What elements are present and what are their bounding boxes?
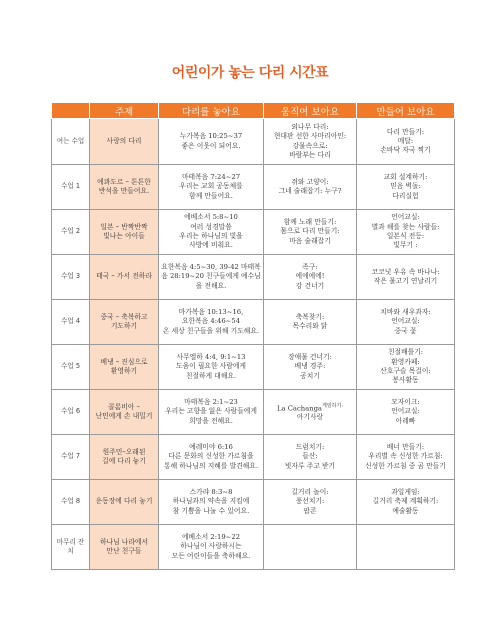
cell-line: 난민에게 손 내밀기	[95, 412, 153, 420]
lesson-cell: 수업 6	[52, 390, 90, 435]
cell-line: 다리실험	[392, 191, 419, 200]
make-cell	[357, 300, 455, 345]
cell-line: 사무엘하 4:4, 9:1~13	[176, 353, 246, 362]
lesson-cell: 수업 2	[52, 210, 90, 255]
cell-line: 다른 문화의 신성한 가르침을	[168, 452, 254, 461]
cell-line: 친절배틀기:	[387, 348, 424, 357]
cell-line: 요한복음 4:46~54	[181, 317, 241, 326]
schedule-table	[51, 102, 455, 570]
cell-line: 길에 다리 놓기	[102, 457, 146, 465]
lesson-cell: 수업 3	[52, 255, 90, 300]
page-title: 어린이가 놓는 다리 시간표	[171, 65, 329, 81]
lesson-cell: 여는 수업	[52, 119, 90, 165]
bridge-cell	[159, 300, 264, 345]
cell-line: 모든 어린이들을 축하해요.	[171, 551, 251, 560]
cell-line: 만난 친구들	[106, 547, 142, 555]
header-move: 움직여 보아요	[264, 103, 357, 119]
cell-line: 교회 설계하기:	[383, 173, 428, 182]
cell-line: La Cachanga$^{게임하기:}$	[276, 402, 343, 412]
move-cell	[264, 435, 357, 480]
make-cell	[357, 480, 455, 525]
cell-line: 친절하게 대해요.	[185, 371, 237, 380]
move-cell	[264, 345, 357, 390]
cell-line: 마태복음 7:24~27	[181, 173, 241, 182]
cell-line: 강 건너기	[295, 281, 325, 290]
lesson-cell: 수업 7	[52, 435, 90, 480]
cell-line: 희망을 전해요.	[189, 416, 233, 425]
cell-line: 봉사활동	[392, 376, 419, 385]
cell-line: 우리별 속 신성한 가르침:	[368, 452, 443, 461]
cell-line: 온 세상 친구들을 위해 기도해요.	[162, 326, 260, 335]
cell-line: 팝콘	[303, 506, 317, 515]
move-cell	[264, 390, 357, 435]
bridge-cell	[159, 119, 264, 165]
cell-line: 족구:	[302, 263, 318, 272]
cell-line: 참 기쁨을 나눌 수 있어요.	[172, 506, 250, 515]
cell-line: 일본식 전등:	[386, 232, 425, 240]
table-row	[52, 300, 455, 345]
cell-line: 공치기	[300, 371, 320, 380]
cell-line: 태국 – 가서 전하라	[96, 272, 152, 281]
cell-line: 우리는 고향을 잃은 사람들에게	[165, 407, 257, 416]
table-row	[52, 210, 455, 255]
cell-line: 음 28:19~20 친구들에게 예수님	[161, 272, 261, 281]
cell-line: 별과 해를 찾는 사람들:	[371, 222, 440, 231]
cell-line: 마음 술래잡기	[289, 236, 331, 245]
header-make: 만들어 보아요	[357, 103, 455, 119]
lesson-cell: 수업 4	[52, 300, 90, 345]
bridge-cell	[159, 390, 264, 435]
cell-line: 누가복음 10:25~37	[179, 132, 243, 141]
bridge-cell	[159, 210, 264, 255]
cell-line: 베냉 – 진심으로	[100, 357, 148, 366]
cell-line: 언어교실:	[391, 407, 420, 416]
theme-cell	[90, 525, 159, 570]
cell-line: 아레빠	[395, 416, 416, 425]
cell-line: 에베소서 5:8~10	[184, 213, 238, 222]
cell-line: 함께 만들어요.	[189, 191, 233, 200]
cell-line: 길거리 축제 계획하기:	[372, 497, 439, 506]
make-cell	[357, 345, 455, 390]
bridge-cell	[159, 480, 264, 525]
cell-line: 하나님이 사랑하시는	[180, 542, 242, 551]
cell-line: 마가복음 10:13~16,	[178, 308, 244, 317]
cell-line: 목수리와 닭	[292, 322, 328, 330]
cell-line: 에콰도르 – 튼튼한	[97, 177, 151, 186]
theme-cell	[90, 435, 159, 480]
header-bridge: 다리를 놓아요	[159, 103, 264, 119]
cell-line: 축복찾기:	[295, 312, 325, 321]
cell-line: 바람부는 다리	[289, 150, 331, 159]
cell-line: 환영하기	[110, 367, 138, 375]
lesson-cell: 수업 1	[52, 165, 90, 210]
cell-line: 과일게임:	[391, 488, 420, 497]
cell-line: 콜롬비아 –	[108, 402, 140, 411]
lesson-cell: 수업 8	[52, 480, 90, 525]
theme-cell	[90, 300, 159, 345]
make-cell	[357, 525, 455, 570]
move-cell	[264, 165, 357, 210]
make-cell	[357, 435, 455, 480]
bridge-cell	[159, 525, 264, 570]
cell-line: 드럼치기:	[295, 443, 325, 452]
header-theme: 주제	[90, 103, 159, 119]
theme-cell	[90, 345, 159, 390]
cell-line: 을 전해요.	[195, 281, 227, 290]
cell-line: 마태복음 2:1~23	[184, 398, 238, 407]
cell-line: 사방에 비춰요.	[189, 241, 233, 250]
cell-line: 배너 만들기:	[386, 443, 425, 452]
cell-line: 환영카페:	[391, 357, 420, 366]
cell-line: 중국 꽃	[394, 326, 417, 335]
cell-line: 손바닥 자국 찍기	[380, 146, 431, 155]
cell-line: 일본 – 반짝반짝	[100, 222, 148, 231]
theme-cell	[90, 165, 159, 210]
cell-line: 길거리 놀이:	[291, 488, 329, 497]
move-superscript: 게임하기:	[321, 402, 343, 409]
cell-line: 쥐와 고양이:	[291, 177, 329, 186]
table-row	[52, 435, 455, 480]
cell-line: 그네 술래잡기: 누구?	[278, 187, 342, 195]
table-row	[52, 255, 455, 300]
table-row	[52, 525, 455, 570]
move-cell	[264, 480, 357, 525]
cell-line: 산호구슬 목걸이:	[380, 367, 431, 375]
table-row	[52, 480, 455, 525]
cell-line: 언어교실:	[391, 317, 420, 326]
cell-line: 하나님과의 약속을 지킴에	[172, 497, 250, 506]
cell-line: 모자이크:	[391, 398, 420, 407]
cell-line: 베냉 경주:	[294, 362, 326, 371]
header-row	[52, 103, 455, 119]
cell-line: 통해 하나님의 지혜를 발견해요.	[164, 461, 258, 470]
cell-line: 운동장에 다리 놓기	[95, 497, 153, 506]
table-row	[52, 390, 455, 435]
bridge-cell	[159, 255, 264, 300]
cell-line: 신성한 가르침 중 곰 만들기	[365, 461, 446, 470]
cell-line: 우리는 교회 공동체를	[179, 182, 243, 191]
cell-line: 에에에에!	[295, 272, 325, 281]
lesson-cell: 마무리 잔치	[52, 525, 90, 570]
move-cell	[264, 525, 357, 570]
cell-line: 현대판 선한 사마리아인:	[273, 132, 347, 141]
cell-line: 다리 만들기:	[386, 127, 425, 136]
cell-line: 우리는 하나님의 빛을	[179, 232, 243, 240]
cell-line: 사랑의 다리	[106, 136, 142, 145]
cell-line: 빛나는 아이들	[103, 232, 145, 240]
make-cell	[357, 210, 455, 255]
cell-line: 좋은 이웃이 되어요.	[181, 141, 241, 150]
move-cell	[264, 300, 357, 345]
cell-line: 중국 – 축복하고	[100, 312, 148, 321]
cell-line: 하나님 나라에서	[99, 537, 149, 546]
cell-line: 스가랴 8:3~8	[189, 488, 233, 497]
move-cell	[264, 119, 357, 165]
lesson-cell: 수업 5	[52, 345, 90, 390]
cell-line: 빗자루 주고 받기	[284, 461, 336, 470]
cell-line: 아기사랑	[296, 413, 324, 422]
table-row	[52, 345, 455, 390]
cell-line: 함께 노래 만들기:	[283, 218, 337, 227]
theme-cell	[90, 255, 159, 300]
cell-line: 외나무 다리:	[291, 122, 329, 131]
cell-line: 들산:	[302, 452, 318, 461]
cell-line: 예술활동	[392, 506, 419, 515]
cell-line: 믿음 벽돌:	[390, 182, 421, 191]
move-cell	[264, 210, 357, 255]
cell-line: 도움이 필요한 사람에게	[176, 362, 246, 371]
make-cell	[357, 255, 455, 300]
theme-cell	[90, 119, 159, 165]
make-cell	[357, 119, 455, 165]
cell-line: 치바와 새우과자:	[380, 308, 431, 317]
theme-cell	[90, 210, 159, 255]
cell-line: 몸으로 다리 만들기:	[280, 227, 340, 236]
make-cell	[357, 390, 455, 435]
cell-line: 강물속으로:	[292, 141, 328, 150]
move-cell	[264, 255, 357, 300]
cell-line: 장애물 건너기:	[288, 353, 332, 362]
cell-line: 에베소서 2:19~22	[181, 533, 241, 542]
cell-line: 기도하기	[110, 322, 138, 330]
cell-line: 여러 성경말씀	[190, 222, 232, 231]
cell-line: 빛무기 :	[393, 241, 418, 250]
cell-line: 메달:	[397, 136, 414, 145]
cell-line: 요한복음 4:5~30, 39-42 마태복	[161, 263, 261, 272]
bridge-cell	[159, 165, 264, 210]
cell-line: 코코넛 우유 속 바나나:	[371, 267, 440, 276]
table-row	[52, 165, 455, 210]
make-cell	[357, 165, 455, 210]
cell-line: 원주민–오래된	[102, 447, 146, 456]
cell-line: 언어교실:	[391, 213, 420, 222]
table-row	[52, 119, 455, 165]
theme-cell	[90, 390, 159, 435]
theme-cell	[90, 480, 159, 525]
bridge-cell	[159, 345, 264, 390]
cell-line: 반석을 만들어요.	[98, 187, 150, 195]
cell-line: 예레미야 6:16	[189, 443, 233, 452]
cell-line: 작은 물고기 연날리기	[373, 277, 438, 285]
cell-line: 풍선치기:	[295, 497, 325, 506]
header-empty	[52, 103, 90, 119]
bridge-cell	[159, 435, 264, 480]
